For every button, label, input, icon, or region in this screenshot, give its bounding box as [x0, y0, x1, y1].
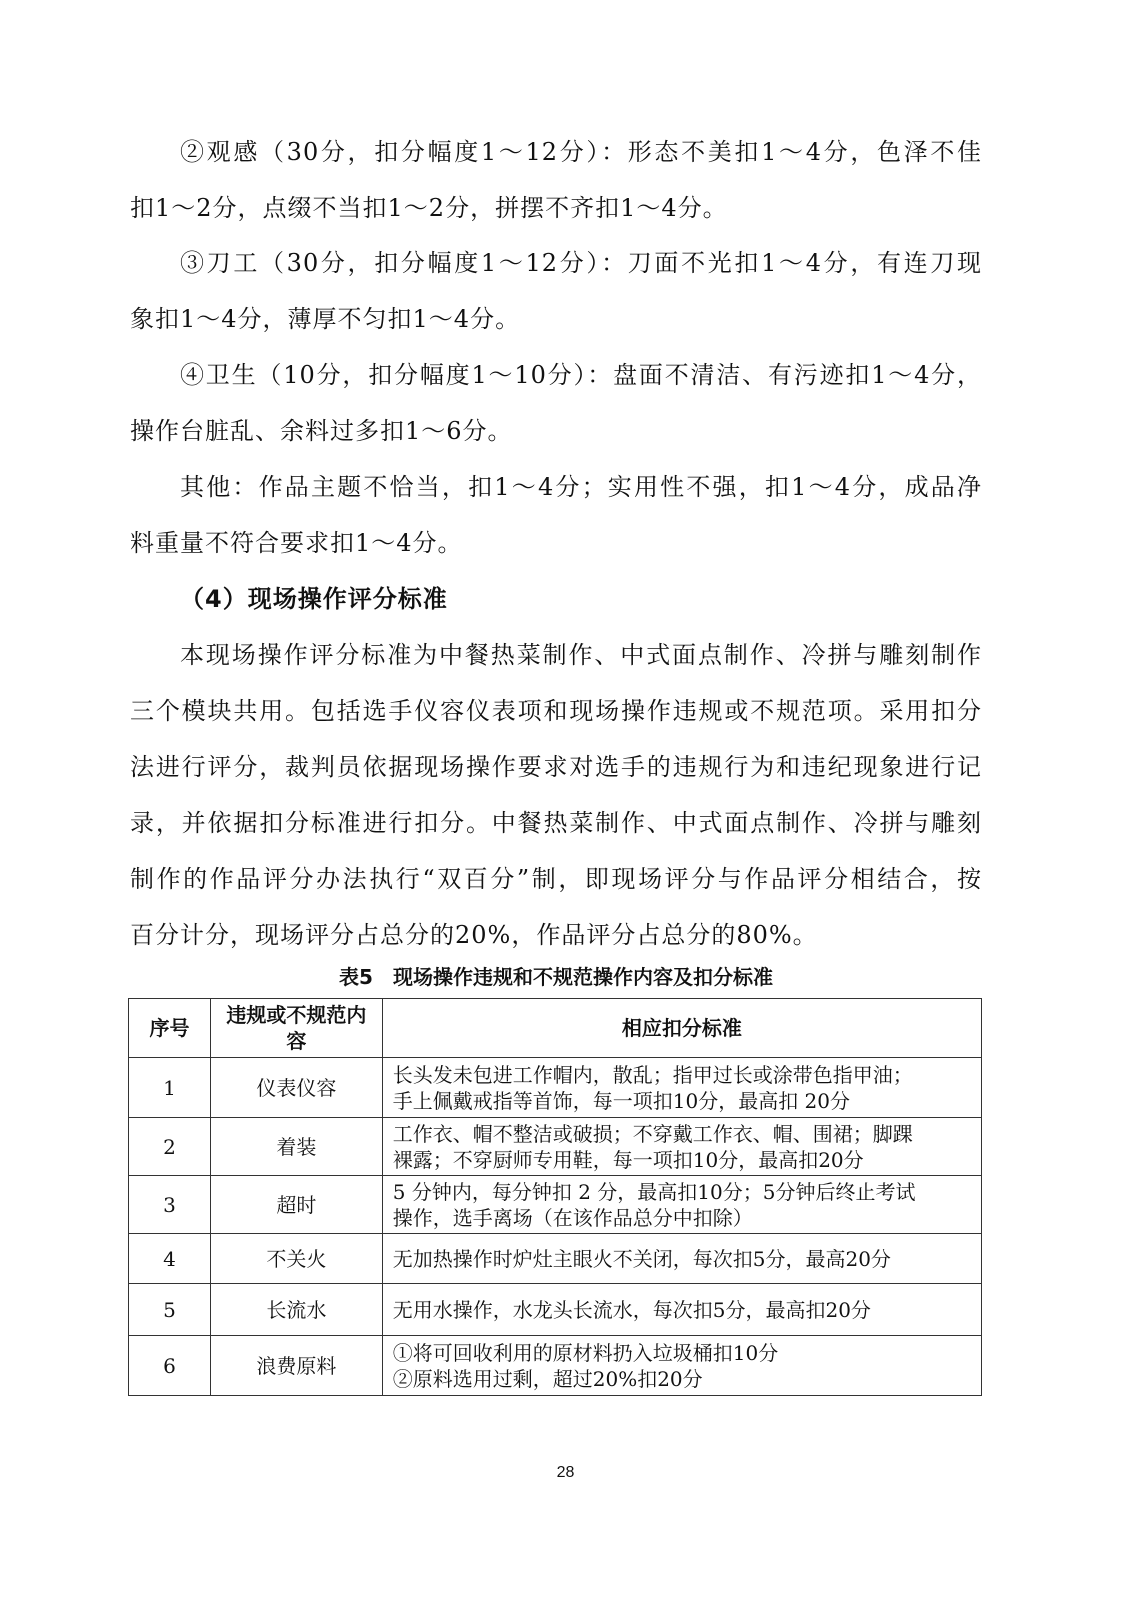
paragraph-appearance-line1: ②观感（30分，扣分幅度1～12分）：形态不美扣1～4分，色泽不佳 — [180, 138, 982, 166]
table-row — [129, 1284, 982, 1336]
paragraph-other-line2: 料重量不符合要求扣1～4分。 — [130, 529, 463, 557]
paragraph-standard-line4: 录，并依据扣分标准进行扣分。中餐热菜制作、中式面点制作、冷拼与雕刻 — [130, 809, 982, 837]
section-heading: （4）现场操作评分标准 — [180, 585, 448, 613]
paragraph-knife-line2: 象扣1～4分，薄厚不匀扣1～4分。 — [130, 305, 521, 333]
paragraph-standard-line3: 法进行评分，裁判员依据现场操作要求对选手的违规行为和违纪现象进行记 — [130, 753, 982, 781]
table-row — [129, 1176, 982, 1234]
row-number: 3 — [129, 1176, 211, 1234]
row-standard-line: 5 分钟内，每分钟扣 2 分，最高扣10分；5分钟后终止考试 — [392, 1179, 916, 1204]
row-standard — [382, 1176, 981, 1234]
header-violation: 违规或不规范内容 — [210, 999, 382, 1058]
deduction-table — [128, 998, 982, 1396]
row-number: 2 — [129, 1118, 211, 1176]
row-item: 着装 — [210, 1118, 382, 1176]
row-standard-line: ①将可回收利用的原材料扔入垃圾桶扣10分 — [392, 1340, 779, 1365]
table-header-row — [129, 999, 982, 1058]
row-item: 不关火 — [210, 1234, 382, 1284]
table-row — [129, 1058, 982, 1118]
row-item: 超时 — [210, 1176, 382, 1234]
table-row — [129, 1118, 982, 1176]
row-standard — [382, 1336, 981, 1396]
row-standard — [382, 1284, 981, 1336]
paragraph-appearance-line2: 扣1～2分，点缀不当扣1～2分，拼摆不齐扣1～4分。 — [130, 194, 728, 222]
row-number: 4 — [129, 1234, 211, 1284]
row-item: 浪费原料 — [210, 1336, 382, 1396]
page-number: 28 — [556, 1464, 575, 1481]
row-standard-line: 工作衣、帽不整洁或破损；不穿戴工作衣、帽、围裙；脚踝 — [392, 1121, 913, 1146]
paragraph-hygiene-line2: 操作台脏乱、余料过多扣1～6分。 — [130, 417, 513, 445]
row-standard-line: 手上佩戴戒指等首饰，每一项扣10分，最高扣 20分 — [392, 1088, 851, 1113]
row-number: 1 — [129, 1058, 211, 1118]
row-standard — [382, 1118, 981, 1176]
row-standard-line: 无用水操作，水龙头长流水，每次扣5分，最高扣20分 — [392, 1297, 871, 1322]
paragraph-standard-line6: 百分计分，现场评分占总分的20%，作品评分占总分的80%。 — [130, 921, 818, 949]
row-number: 6 — [129, 1336, 211, 1396]
row-item: 仪表仪容 — [210, 1058, 382, 1118]
paragraph-standard-line2: 三个模块共用。包括选手仪容仪表项和现场操作违规或不规范项。采用扣分 — [130, 697, 982, 725]
row-standard-line: 无加热操作时炉灶主眼火不关闭，每次扣5分，最高20分 — [392, 1246, 891, 1271]
row-standard-line: 长头发未包进工作帽内，散乱；指甲过长或涂带色指甲油； — [392, 1062, 913, 1087]
paragraph-standard-line1: 本现场操作评分标准为中餐热菜制作、中式面点制作、冷拼与雕刻制作 — [180, 641, 982, 669]
paragraph-other-line1: 其他：作品主题不恰当，扣1～4分；实用性不强，扣1～4分，成品净 — [180, 473, 982, 501]
table-caption: 表5 现场操作违规和不规范操作内容及扣分标准 — [339, 965, 773, 989]
table-row — [129, 1336, 982, 1396]
row-number: 5 — [129, 1284, 211, 1336]
row-standard — [382, 1234, 981, 1284]
row-standard — [382, 1058, 981, 1118]
header-index: 序号 — [129, 999, 211, 1058]
paragraph-hygiene-line1: ④卫生（10分，扣分幅度1～10分）：盘面不清洁、有污迹扣1～4分， — [180, 361, 982, 389]
row-standard-line: 裸露；不穿厨师专用鞋，每一项扣10分，最高扣20分 — [392, 1147, 864, 1172]
paragraph-knife-line1: ③刀工（30分，扣分幅度1～12分）：刀面不光扣1～4分，有连刀现 — [180, 249, 982, 277]
paragraph-standard-line5: 制作的作品评分办法执行“双百分”制，即现场评分与作品评分相结合，按 — [130, 865, 982, 893]
header-deduction: 相应扣分标准 — [382, 999, 981, 1058]
row-standard-line: ②原料选用过剩，超过20%扣20分 — [392, 1366, 703, 1391]
table-row — [129, 1234, 982, 1284]
row-item: 长流水 — [210, 1284, 382, 1336]
row-standard-line: 操作，选手离场（在该作品总分中扣除） — [392, 1205, 753, 1230]
